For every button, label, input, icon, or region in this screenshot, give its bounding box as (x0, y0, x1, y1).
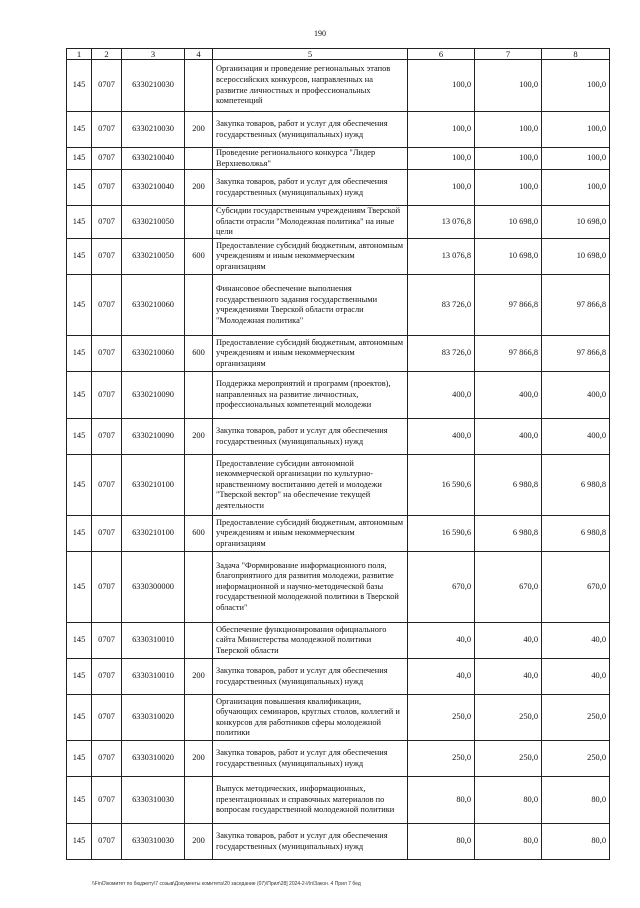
table-row (67, 741, 610, 777)
amount-year-3-cell: 97 866,8 (542, 275, 610, 336)
item-name-cell: Закупка товаров, работ и услуг для обеспечения государственных (муниципальных) нужд (213, 659, 408, 695)
expense-type-code-cell (185, 206, 213, 239)
item-name-cell: Задача "Формирование информационного поля, благоприятного для развития молодежи, развитие информационной и научно-методической базы государственной молодежной политики в Тверской области" (213, 552, 408, 623)
admin-code-cell: 145 (67, 419, 92, 455)
amount-year-2-cell: 6 980,8 (475, 455, 542, 516)
admin-code-cell: 145 (67, 695, 92, 741)
admin-code-cell: 145 (67, 60, 92, 112)
admin-code-cell: 145 (67, 659, 92, 695)
amount-year-1-cell: 100,0 (408, 60, 475, 112)
table-row (67, 659, 610, 695)
table-row (67, 419, 610, 455)
section-code-cell: 0707 (92, 372, 122, 419)
amount-year-1-cell: 80,0 (408, 777, 475, 824)
item-name-cell: Предоставление субсидий бюджетным, автономным учреждениям и иным некоммерческим организациям (213, 239, 408, 275)
expense-type-code-cell: 200 (185, 170, 213, 206)
expense-type-code-cell: 200 (185, 419, 213, 455)
section-code-cell: 0707 (92, 275, 122, 336)
expense-type-code-cell: 200 (185, 741, 213, 777)
amount-year-1-cell: 400,0 (408, 419, 475, 455)
section-code-cell: 0707 (92, 148, 122, 170)
column-number-header: 5 (213, 49, 408, 60)
column-number-header: 7 (475, 49, 542, 60)
target-article-code-cell: 6330210100 (122, 455, 185, 516)
section-code-cell: 0707 (92, 170, 122, 206)
table-row (67, 275, 610, 336)
target-article-code-cell: 6330210040 (122, 148, 185, 170)
amount-year-3-cell: 10 698,0 (542, 206, 610, 239)
table-row (67, 239, 610, 275)
item-name-cell: Предоставление субсидии автономной некоммерческой организации по культурно-нравственному воспитанию детей и молодежи "Тверской вектор" на обеспечение текущей деятельности (213, 455, 408, 516)
table-row (67, 60, 610, 112)
section-code-cell: 0707 (92, 659, 122, 695)
column-number-header: 2 (92, 49, 122, 60)
target-article-code-cell: 6330310020 (122, 741, 185, 777)
amount-year-2-cell: 400,0 (475, 372, 542, 419)
item-name-cell: Проведение регионального конкурса "Лидер Верхневолжья" (213, 148, 408, 170)
admin-code-cell: 145 (67, 372, 92, 419)
item-name-cell: Организация повышения квалификации, обучающих семинаров, круглых столов, коллегий и конкурсов для работников сферы молодежной политики (213, 695, 408, 741)
table-row (67, 372, 610, 419)
table-row (67, 336, 610, 372)
target-article-code-cell: 6330210030 (122, 60, 185, 112)
admin-code-cell: 145 (67, 824, 92, 860)
section-code-cell: 0707 (92, 239, 122, 275)
amount-year-3-cell: 100,0 (542, 148, 610, 170)
admin-code-cell: 145 (67, 148, 92, 170)
file-path-footer: \\FinO\комитет по бюджету\7 созыв\Документы комитета\20 заседание (07)\Прил\28] 2024-2-Ил\Закон. 4 Прил 7 бед (92, 881, 361, 887)
section-code-cell: 0707 (92, 419, 122, 455)
amount-year-3-cell: 100,0 (542, 170, 610, 206)
amount-year-1-cell: 83 726,0 (408, 336, 475, 372)
amount-year-2-cell: 10 698,0 (475, 206, 542, 239)
target-article-code-cell: 6330210040 (122, 170, 185, 206)
amount-year-3-cell: 670,0 (542, 552, 610, 623)
item-name-cell: Поддержка мероприятий и программ (проектов), направленных на развитие личностных, профессиональных компетенций молодежи (213, 372, 408, 419)
target-article-code-cell: 6330310010 (122, 659, 185, 695)
amount-year-2-cell: 100,0 (475, 112, 542, 148)
section-code-cell: 0707 (92, 623, 122, 659)
amount-year-1-cell: 670,0 (408, 552, 475, 623)
amount-year-2-cell: 97 866,8 (475, 336, 542, 372)
expense-type-code-cell: 600 (185, 239, 213, 275)
amount-year-1-cell: 83 726,0 (408, 275, 475, 336)
target-article-code-cell: 6330310020 (122, 695, 185, 741)
amount-year-3-cell: 6 980,8 (542, 516, 610, 552)
table-row (67, 552, 610, 623)
column-number-header: 3 (122, 49, 185, 60)
target-article-code-cell: 6330300000 (122, 552, 185, 623)
expense-type-code-cell (185, 148, 213, 170)
item-name-cell: Закупка товаров, работ и услуг для обеспечения государственных (муниципальных) нужд (213, 741, 408, 777)
budget-table (66, 48, 610, 860)
amount-year-1-cell: 100,0 (408, 170, 475, 206)
expense-type-code-cell: 200 (185, 824, 213, 860)
table-row (67, 170, 610, 206)
item-name-cell: Выпуск методических, информационных, презентационных и справочных материалов по вопросам государственной молодежной политики (213, 777, 408, 824)
amount-year-1-cell: 13 076,8 (408, 206, 475, 239)
column-number-header: 6 (408, 49, 475, 60)
column-number-header: 8 (542, 49, 610, 60)
target-article-code-cell: 6330210100 (122, 516, 185, 552)
item-name-cell: Финансовое обеспечение выполнения государственного задания государственными учреждениями Тверской области отрасли "Молодежная политика" (213, 275, 408, 336)
expense-type-code-cell: 600 (185, 516, 213, 552)
target-article-code-cell: 6330210090 (122, 372, 185, 419)
item-name-cell: Организация и проведение региональных этапов всероссийских конкурсов, направленных на развитие личностных и профессиональных компетенций (213, 60, 408, 112)
amount-year-2-cell: 40,0 (475, 623, 542, 659)
amount-year-1-cell: 100,0 (408, 148, 475, 170)
section-code-cell: 0707 (92, 336, 122, 372)
target-article-code-cell: 6330310030 (122, 777, 185, 824)
amount-year-1-cell: 13 076,8 (408, 239, 475, 275)
amount-year-2-cell: 80,0 (475, 824, 542, 860)
section-code-cell: 0707 (92, 455, 122, 516)
expense-type-code-cell (185, 552, 213, 623)
table-row (67, 148, 610, 170)
item-name-cell: Предоставление субсидий бюджетным, автономным учреждениям и иным некоммерческим организациям (213, 336, 408, 372)
amount-year-2-cell: 80,0 (475, 777, 542, 824)
amount-year-3-cell: 100,0 (542, 60, 610, 112)
admin-code-cell: 145 (67, 516, 92, 552)
item-name-cell: Закупка товаров, работ и услуг для обеспечения государственных (муниципальных) нужд (213, 112, 408, 148)
admin-code-cell: 145 (67, 112, 92, 148)
section-code-cell: 0707 (92, 206, 122, 239)
expense-type-code-cell: 200 (185, 112, 213, 148)
admin-code-cell: 145 (67, 206, 92, 239)
amount-year-2-cell: 250,0 (475, 741, 542, 777)
amount-year-3-cell: 400,0 (542, 419, 610, 455)
section-code-cell: 0707 (92, 516, 122, 552)
page-number: 190 (314, 29, 326, 38)
table-row (67, 777, 610, 824)
expense-type-code-cell: 200 (185, 659, 213, 695)
amount-year-2-cell: 670,0 (475, 552, 542, 623)
admin-code-cell: 145 (67, 623, 92, 659)
amount-year-2-cell: 100,0 (475, 148, 542, 170)
amount-year-3-cell: 400,0 (542, 372, 610, 419)
amount-year-1-cell: 16 590,6 (408, 455, 475, 516)
amount-year-2-cell: 400,0 (475, 419, 542, 455)
admin-code-cell: 145 (67, 239, 92, 275)
expense-type-code-cell (185, 695, 213, 741)
target-article-code-cell: 6330210060 (122, 336, 185, 372)
table-row (67, 623, 610, 659)
expense-type-code-cell (185, 623, 213, 659)
amount-year-3-cell: 40,0 (542, 623, 610, 659)
amount-year-3-cell: 6 980,8 (542, 455, 610, 516)
amount-year-3-cell: 40,0 (542, 659, 610, 695)
column-number-header: 4 (185, 49, 213, 60)
expense-type-code-cell (185, 275, 213, 336)
amount-year-1-cell: 80,0 (408, 824, 475, 860)
admin-code-cell: 145 (67, 275, 92, 336)
table-row (67, 455, 610, 516)
amount-year-3-cell: 97 866,8 (542, 336, 610, 372)
amount-year-2-cell: 10 698,0 (475, 239, 542, 275)
amount-year-3-cell: 80,0 (542, 824, 610, 860)
admin-code-cell: 145 (67, 336, 92, 372)
section-code-cell: 0707 (92, 552, 122, 623)
amount-year-1-cell: 100,0 (408, 112, 475, 148)
amount-year-2-cell: 97 866,8 (475, 275, 542, 336)
admin-code-cell: 145 (67, 552, 92, 623)
section-code-cell: 0707 (92, 741, 122, 777)
table-row (67, 206, 610, 239)
target-article-code-cell: 6330210030 (122, 112, 185, 148)
expense-type-code-cell (185, 372, 213, 419)
target-article-code-cell: 6330310030 (122, 824, 185, 860)
target-article-code-cell: 6330210060 (122, 275, 185, 336)
amount-year-2-cell: 100,0 (475, 170, 542, 206)
column-number-header: 1 (67, 49, 92, 60)
item-name-cell: Предоставление субсидий бюджетным, автономным учреждениям и иным некоммерческим организациям (213, 516, 408, 552)
amount-year-1-cell: 400,0 (408, 372, 475, 419)
amount-year-2-cell: 6 980,8 (475, 516, 542, 552)
section-code-cell: 0707 (92, 112, 122, 148)
expense-type-code-cell (185, 777, 213, 824)
expense-type-code-cell (185, 455, 213, 516)
table-row (67, 112, 610, 148)
admin-code-cell: 145 (67, 455, 92, 516)
target-article-code-cell: 6330310010 (122, 623, 185, 659)
admin-code-cell: 145 (67, 777, 92, 824)
item-name-cell: Субсидии государственным учреждениям Тверской области отрасли "Молодежная политика" на иные цели (213, 206, 408, 239)
amount-year-1-cell: 40,0 (408, 659, 475, 695)
amount-year-1-cell: 40,0 (408, 623, 475, 659)
amount-year-3-cell: 10 698,0 (542, 239, 610, 275)
target-article-code-cell: 6330210050 (122, 206, 185, 239)
expense-type-code-cell (185, 60, 213, 112)
item-name-cell: Закупка товаров, работ и услуг для обеспечения государственных (муниципальных) нужд (213, 419, 408, 455)
amount-year-1-cell: 250,0 (408, 741, 475, 777)
table-row (67, 824, 610, 860)
target-article-code-cell: 6330210090 (122, 419, 185, 455)
amount-year-2-cell: 40,0 (475, 659, 542, 695)
table-row (67, 695, 610, 741)
amount-year-3-cell: 100,0 (542, 112, 610, 148)
item-name-cell: Обеспечение функционирования официального сайта Министерства молодежной политики Тверской области (213, 623, 408, 659)
section-code-cell: 0707 (92, 777, 122, 824)
amount-year-3-cell: 250,0 (542, 741, 610, 777)
amount-year-3-cell: 80,0 (542, 777, 610, 824)
admin-code-cell: 145 (67, 170, 92, 206)
amount-year-2-cell: 250,0 (475, 695, 542, 741)
budget-table-body (67, 49, 610, 860)
section-code-cell: 0707 (92, 695, 122, 741)
item-name-cell: Закупка товаров, работ и услуг для обеспечения государственных (муниципальных) нужд (213, 824, 408, 860)
target-article-code-cell: 6330210050 (122, 239, 185, 275)
section-code-cell: 0707 (92, 824, 122, 860)
admin-code-cell: 145 (67, 741, 92, 777)
column-number-header-row (67, 49, 610, 60)
amount-year-2-cell: 100,0 (475, 60, 542, 112)
amount-year-3-cell: 250,0 (542, 695, 610, 741)
amount-year-1-cell: 250,0 (408, 695, 475, 741)
expense-type-code-cell: 600 (185, 336, 213, 372)
item-name-cell: Закупка товаров, работ и услуг для обеспечения государственных (муниципальных) нужд (213, 170, 408, 206)
amount-year-1-cell: 16 590,6 (408, 516, 475, 552)
section-code-cell: 0707 (92, 60, 122, 112)
table-row (67, 516, 610, 552)
